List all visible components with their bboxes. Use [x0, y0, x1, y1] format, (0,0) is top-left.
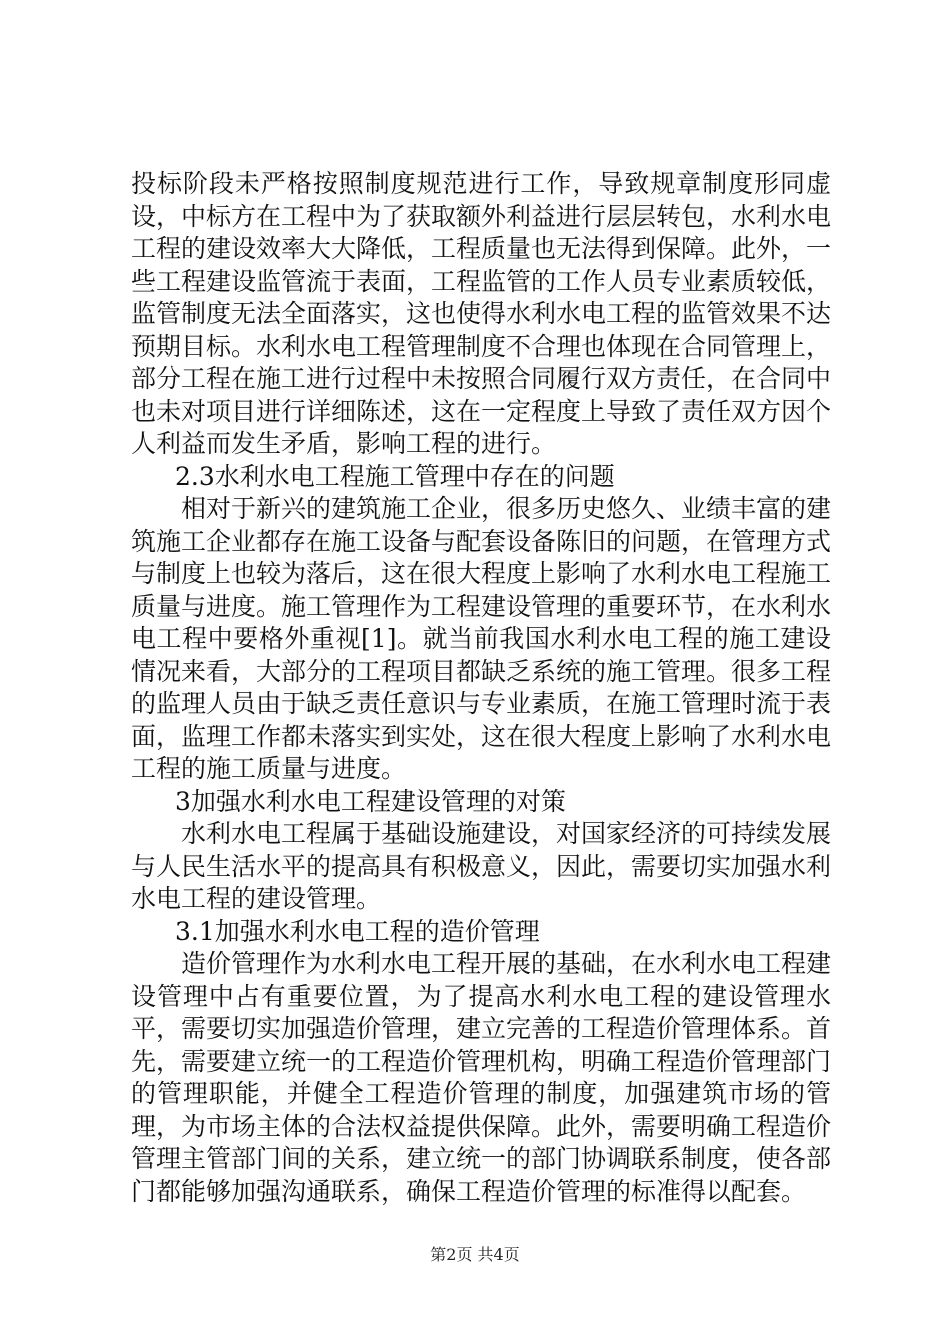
section-heading-2-3: 2.3水利水电工程施工管理中存在的问题 — [175, 461, 615, 491]
document-body — [131, 168, 831, 1208]
paragraph-4: 造价管理作为水利水电工程开展的基础，在水利水电工程建设管理中占有重要位置，为了提高水利水电工程的建设管理水平，需要切实加强造价管理，建立完善的工程造价管理体系。首先，需要建立统一的工程造价管理机构，明确工程造价管理部门的管理职能，并健全工程造价管理的制度，加强建筑市场的管理，为市场主体的合法权益提供保障。此外，需要明确工程造价管理主管部门间的关系，建立统一的部门协调联系制度，使各部门都能够加强沟通联系，确保工程造价管理的标准得以配套。 — [131, 949, 832, 1206]
page-footer: 第2页 共4页 — [430, 1245, 520, 1264]
section-heading-3: 3加强水利水电工程建设管理的对策 — [175, 786, 566, 816]
paragraph-3: 水利水电工程属于基础设施建设，对国家经济的可持续发展与人民生活水平的提高具有积极意义，因此，需要切实加强水利水电工程的建设管理。 — [131, 819, 832, 913]
section-heading-3-1: 3.1加强水利水电工程的造价管理 — [175, 916, 540, 946]
paragraph-2: 相对于新兴的建筑施工企业，很多历史悠久、业绩丰富的建筑施工企业都存在施工设备与配套设备陈旧的问题，在管理方式与制度上也较为落后，这在很大程度上影响了水利水电工程施工质量与进度。施工管理作为工程建设管理的重要环节，在水利水电工程中要格外重视[1]。就当前我国水利水电工程的施工建设情况来看，大部分的工程项目都缺乏系统的施工管理。很多工程的监理人员由于缺乏责任意识与专业素质，在施工管理时流于表面，监理工作都未落实到实处，这在很大程度上影响了水利水电工程的施工质量与进度。 — [131, 494, 832, 783]
paragraph-1: 投标阶段未严格按照制度规范进行工作，导致规章制度形同虚设，中标方在工程中为了获取额外利益进行层层转包，水利水电工程的建设效率大大降低，工程质量也无法得到保障。此外，一些工程建设监管流于表面，工程监管的工作人员专业素质较低，监管制度无法全面落实，这也使得水利水电工程的监管效果不达预期目标。水利水电工程管理制度不合理也体现在合同管理上，部分工程在施工进行过程中未按照合同履行双方责任，在合同中也未对项目进行详细陈述，这在一定程度上导致了责任双方因个人利益而发生矛盾，影响工程的进行。 — [131, 169, 832, 458]
